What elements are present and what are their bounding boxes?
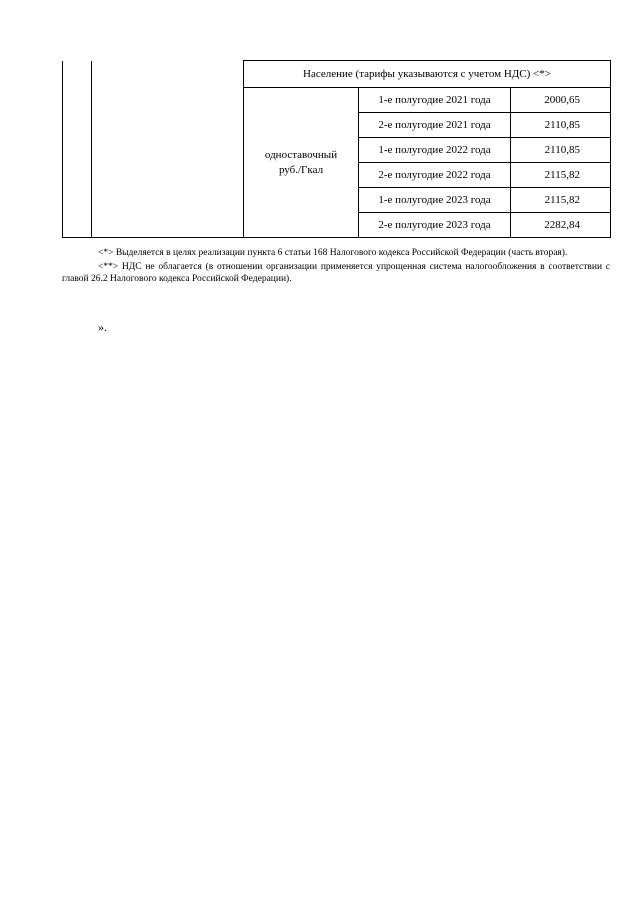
period-cell: 1-е полугодие 2021 года (359, 88, 511, 113)
value-cell: 2115,82 (511, 188, 611, 213)
table-number-cell (63, 61, 92, 238)
category-label: одноставочный руб./Гкал (264, 148, 338, 176)
table-header-population: Население (тарифы указываются с учетом НДС) <*> (244, 61, 611, 88)
table-header-row (63, 61, 611, 88)
closing-quote: ». (98, 320, 107, 334)
value-cell: 2110,85 (511, 138, 611, 163)
footnotes (62, 247, 610, 287)
value-cell: 2000,65 (511, 88, 611, 113)
footnote-no-vat: <**> НДС не облагается (в отношении организации применяется упрощенная система налогообложения в соответствии с главой 26.2 Налогового кодекса Российской Федерации). (62, 261, 610, 284)
period-cell: 2-е полугодие 2022 года (359, 163, 511, 188)
period-cell: 1-е полугодие 2022 года (359, 138, 511, 163)
period-cell: 2-е полугодие 2021 года (359, 113, 511, 138)
table-organization-cell (92, 61, 244, 238)
period-cell: 2-е полугодие 2023 года (359, 213, 511, 238)
footnote-vat: <*> Выделяется в целях реализации пункта 6 статьи 168 Налогового кодекса Российской Федерации (часть вторая). (98, 248, 568, 258)
tariff-table (62, 60, 611, 238)
table-category-cell (244, 88, 359, 238)
value-cell: 2115,82 (511, 163, 611, 188)
value-cell: 2110,85 (511, 113, 611, 138)
value-cell: 2282,84 (511, 213, 611, 238)
period-cell: 1-е полугодие 2023 года (359, 188, 511, 213)
